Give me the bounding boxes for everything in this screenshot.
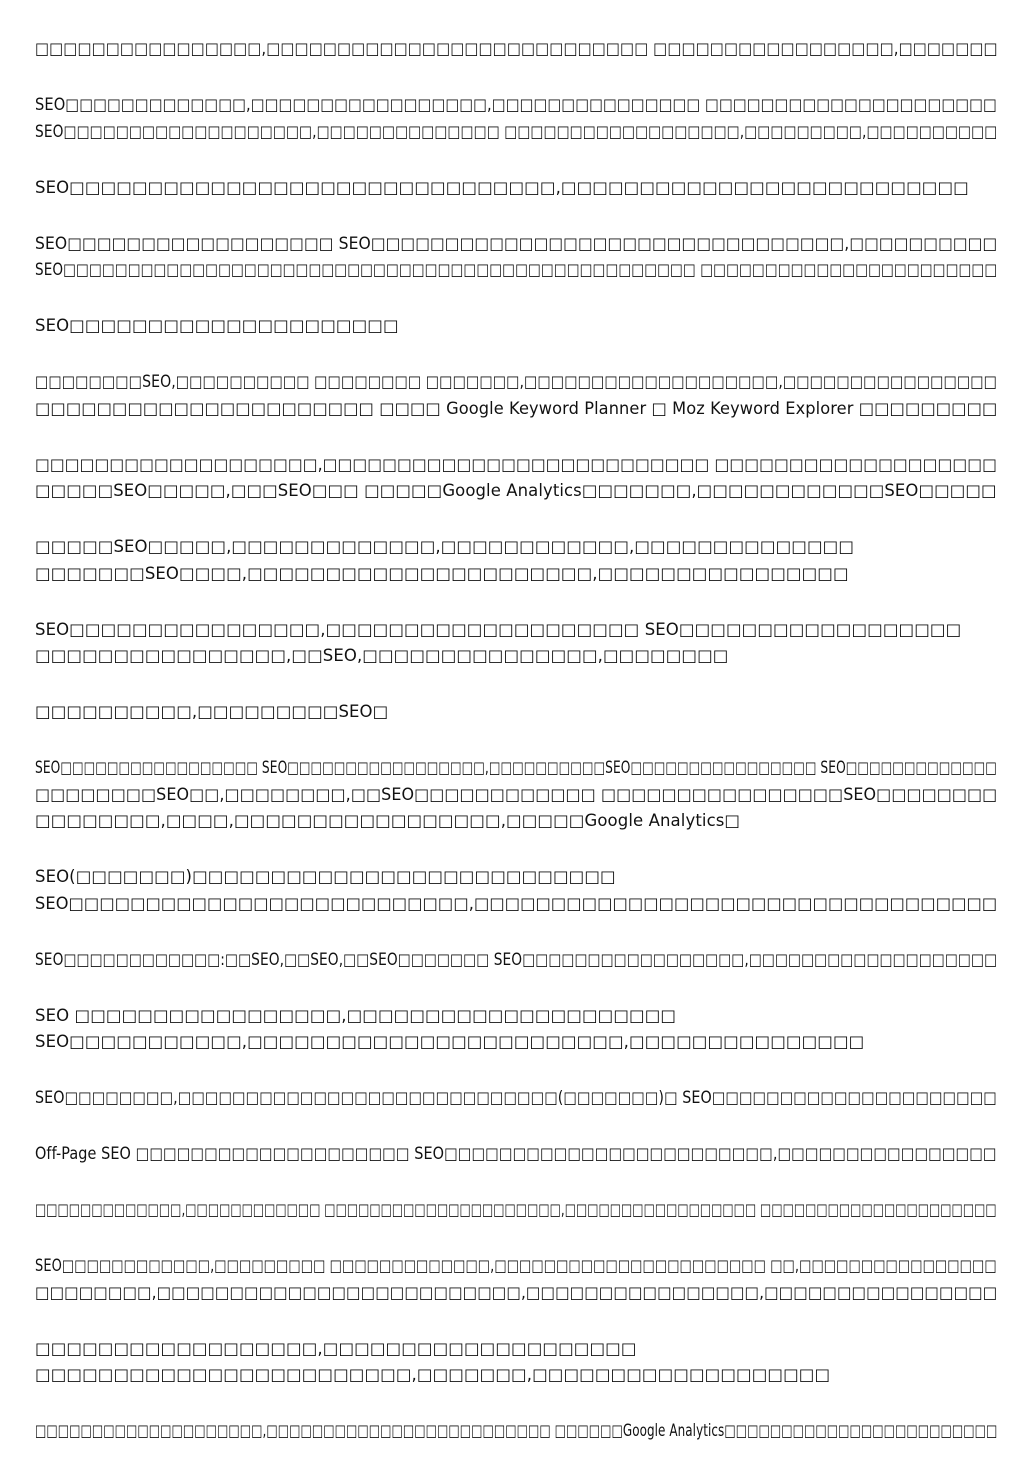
paragraph-line: SEO□□□□□□□□□□□□□□□□□□□□□ — [35, 316, 399, 335]
paragraph — [35, 617, 995, 670]
paragraph-line: □□□□□□□□SEO□□,□□□□□□□□,□□SEO□□□□□□□□□□□□ □□□□□□□□□□□□□□□□SEO□□□□□□□□ — [35, 784, 998, 804]
paragraph — [35, 755, 998, 835]
paragraph-line: SEO□□□□□□□□□□□□□□□□,□□□□□□□□□□□□□□□□□□□□ SEO□□□□□□□□□□□□□□□□□□ — [35, 619, 962, 639]
paragraph — [35, 1141, 995, 1168]
paragraph-line: □□□□□□□□SEO,□□□□□□□□□□ □□□□□□□□ □□□□□□□,□□□□□□□□□□□□□□□□□□□,□□□□□□□□□□□□□□□□ — [35, 372, 998, 391]
paragraph-line: SEO□□□□□□□□□□□□□□□□□□ SEO□□□□□□□□□□□□□□□□□□□□□□□□□□□□□□□□,□□□□□□□□□□ — [35, 233, 998, 253]
paragraph-line: SEO□□□□□□□□□□□□□□□□□ SEO□□□□□□□□□□□□□□□□□,□□□□□□□□□□SEO□□□□□□□□□□□□□□□□ SEO□□□□□□□□□□□□□ — [35, 758, 997, 777]
paragraph-line: SEO□□□□□□□□□□□□□□□□□□□□□□□□□□□□□□□□□□□□□□□□□□□□□□□□□ □□□□□□□□□□□□□□□□□□□□□□□ — [35, 260, 998, 279]
paragraph-line: □□□□□□□□□□,□□□□□□□□□SEO□ — [35, 702, 389, 721]
paragraph-line: SEO□□□□□□□□,□□□□□□□□□□□□□□□□□□□□□□□□□□□□(□□□□□□□)□ SEO□□□□□□□□□□□□□□□□□□□□□ — [35, 1088, 997, 1107]
paragraph — [35, 175, 995, 202]
paragraph-line: Off-Page SEO □□□□□□□□□□□□□□□□□□□□ SEO□□□□□□□□□□□□□□□□□□□□□□□□,□□□□□□□□□□□□□□□□ — [35, 1144, 997, 1163]
paragraph-line: □□□□□□□□□□□□□,□□□□□□□□□□□□ □□□□□□□□□□□□□□□□□□□□□,□□□□□□□□□□□□□□□□□ □□□□□□□□□□□□□□□□□□□□□ — [35, 1200, 997, 1219]
paragraph-line: □□□□□□□□□□□□□□□□,□□SEO,□□□□□□□□□□□□□□□,□□□□□□□□ — [35, 646, 729, 665]
paragraph-line: □□□□□□□□□□□□□□□□□□□,□□□□□□□□□□□□□□□□□□□□□□□□□□ □□□□□□□□□□□□□□□□□□□ — [35, 454, 998, 474]
paragraph — [35, 1197, 995, 1224]
paragraph — [35, 864, 998, 917]
paragraph-line: □□□□□□□□□□□□□□□□□□□□,□□□□□□□□□□□□□□□□□□□□□□□□□ □□□□□□Google Analytics□□□□□□□□□□□□□□□□□□□□□□□□ — [35, 1421, 998, 1440]
paragraph — [35, 1336, 995, 1389]
paragraph — [35, 1418, 998, 1445]
paragraph — [35, 36, 998, 63]
paragraph-line: □□□□□□□□,□□□□,□□□□□□□□□□□□□□□□□,□□□□□Google Analytics□ — [35, 811, 741, 830]
paragraph-line: □□□□□□□SEO□□□□,□□□□□□□□□□□□□□□□□□□□□□,□□□□□□□□□□□□□□□□ — [35, 563, 849, 583]
paragraph — [35, 699, 995, 726]
paragraph-line: □□□□□□□□□□□□□□□□□□□□□□□□,□□□□□□□,□□□□□□□□□□□□□□□□□□□ — [35, 1365, 831, 1384]
paragraph — [35, 1253, 998, 1306]
paragraph — [35, 369, 998, 422]
paragraph — [35, 92, 998, 145]
paragraph-line: □□□□□□□□□□□□□□□□□□,□□□□□□□□□□□□□□□□□□□□ — [35, 1338, 637, 1358]
paragraph-line: □□□□□□□□□□□□□□□□□□□□□□ □□□□ Google Keyword Planner □ Moz Keyword Explorer □□□□□□□□□ — [35, 398, 998, 418]
paragraph-line: SEO□□□□□□□□□□□□□,□□□□□□□□□□□□□□□□□,□□□□□□□□□□□□□□□ □□□□□□□□□□□□□□□□□□□□□ — [35, 95, 997, 114]
paragraph-line: SEO□□□□□□□□□□□,□□□□□□□□□□□□□□□□□□□□□□□□,□□□□□□□□□□□□□□□ — [35, 1032, 865, 1051]
paragraph-line: SEO(□□□□□□□)□□□□□□□□□□□□□□□□□□□□□□□□□□□ — [35, 867, 616, 886]
paragraph — [35, 313, 995, 340]
paragraph — [35, 1003, 995, 1056]
document-body — [35, 36, 998, 1474]
paragraph-line: □□□□□□□□□□□□□□□□,□□□□□□□□□□□□□□□□□□□□□□□□□□□ □□□□□□□□□□□□□□□□□,□□□□□□□ — [35, 39, 998, 58]
paragraph — [35, 231, 998, 284]
paragraph-line: □□□□□SEO□□□□□,□□□SEO□□□ □□□□□Google Analytics□□□□□□□,□□□□□□□□□□□□SEO□□□□□ — [35, 481, 997, 500]
paragraph-line: □□□□□□□□,□□□□□□□□□□□□□□□□□□□□□□□□□,□□□□□□□□□□□□□□□□,□□□□□□□□□□□□□□□□ — [35, 1282, 998, 1302]
paragraph-line: SEO□□□□□□□□□□□□:□□SEO,□□SEO,□□SEO□□□□□□□ SEO□□□□□□□□□□□□□□□□□,□□□□□□□□□□□□□□□□□□□ — [35, 949, 998, 969]
paragraph-line: SEO□□□□□□□□□□□□□□□□□□□□□□□□□□□□□□□,□□□□□□□□□□□□□□□□□□□□□□□□□□ — [35, 177, 969, 197]
paragraph-line: SEO□□□□□□□□□□□□□□□□□□□□□□□□□□,□□□□□□□□□□□□□□□□□□□□□□□□□□□□□□□□□□ — [35, 893, 998, 913]
paragraph — [35, 534, 995, 587]
paragraph-line: SEO□□□□□□□□□□□□,□□□□□□□□□ □□□□□□□□□□□□□,□□□□□□□□□□□□□□□□□□□□□□ □□,□□□□□□□□□□□□□□□□ — [35, 1256, 997, 1275]
paragraph — [35, 1085, 995, 1112]
paragraph-line: SEO □□□□□□□□□□□□□□□□□,□□□□□□□□□□□□□□□□□□□□□ — [35, 1005, 677, 1025]
paragraph-line: □□□□□SEO□□□□□,□□□□□□□□□□□□□,□□□□□□□□□□□□,□□□□□□□□□□□□□□ — [35, 537, 855, 556]
paragraph — [35, 452, 998, 505]
paragraph-line: SEO□□□□□□□□□□□□□□□□□□□,□□□□□□□□□□□□□□ □□□□□□□□□□□□□□□□□□,□□□□□□□□□,□□□□□□□□□□ — [35, 121, 998, 141]
paragraph — [35, 947, 998, 974]
